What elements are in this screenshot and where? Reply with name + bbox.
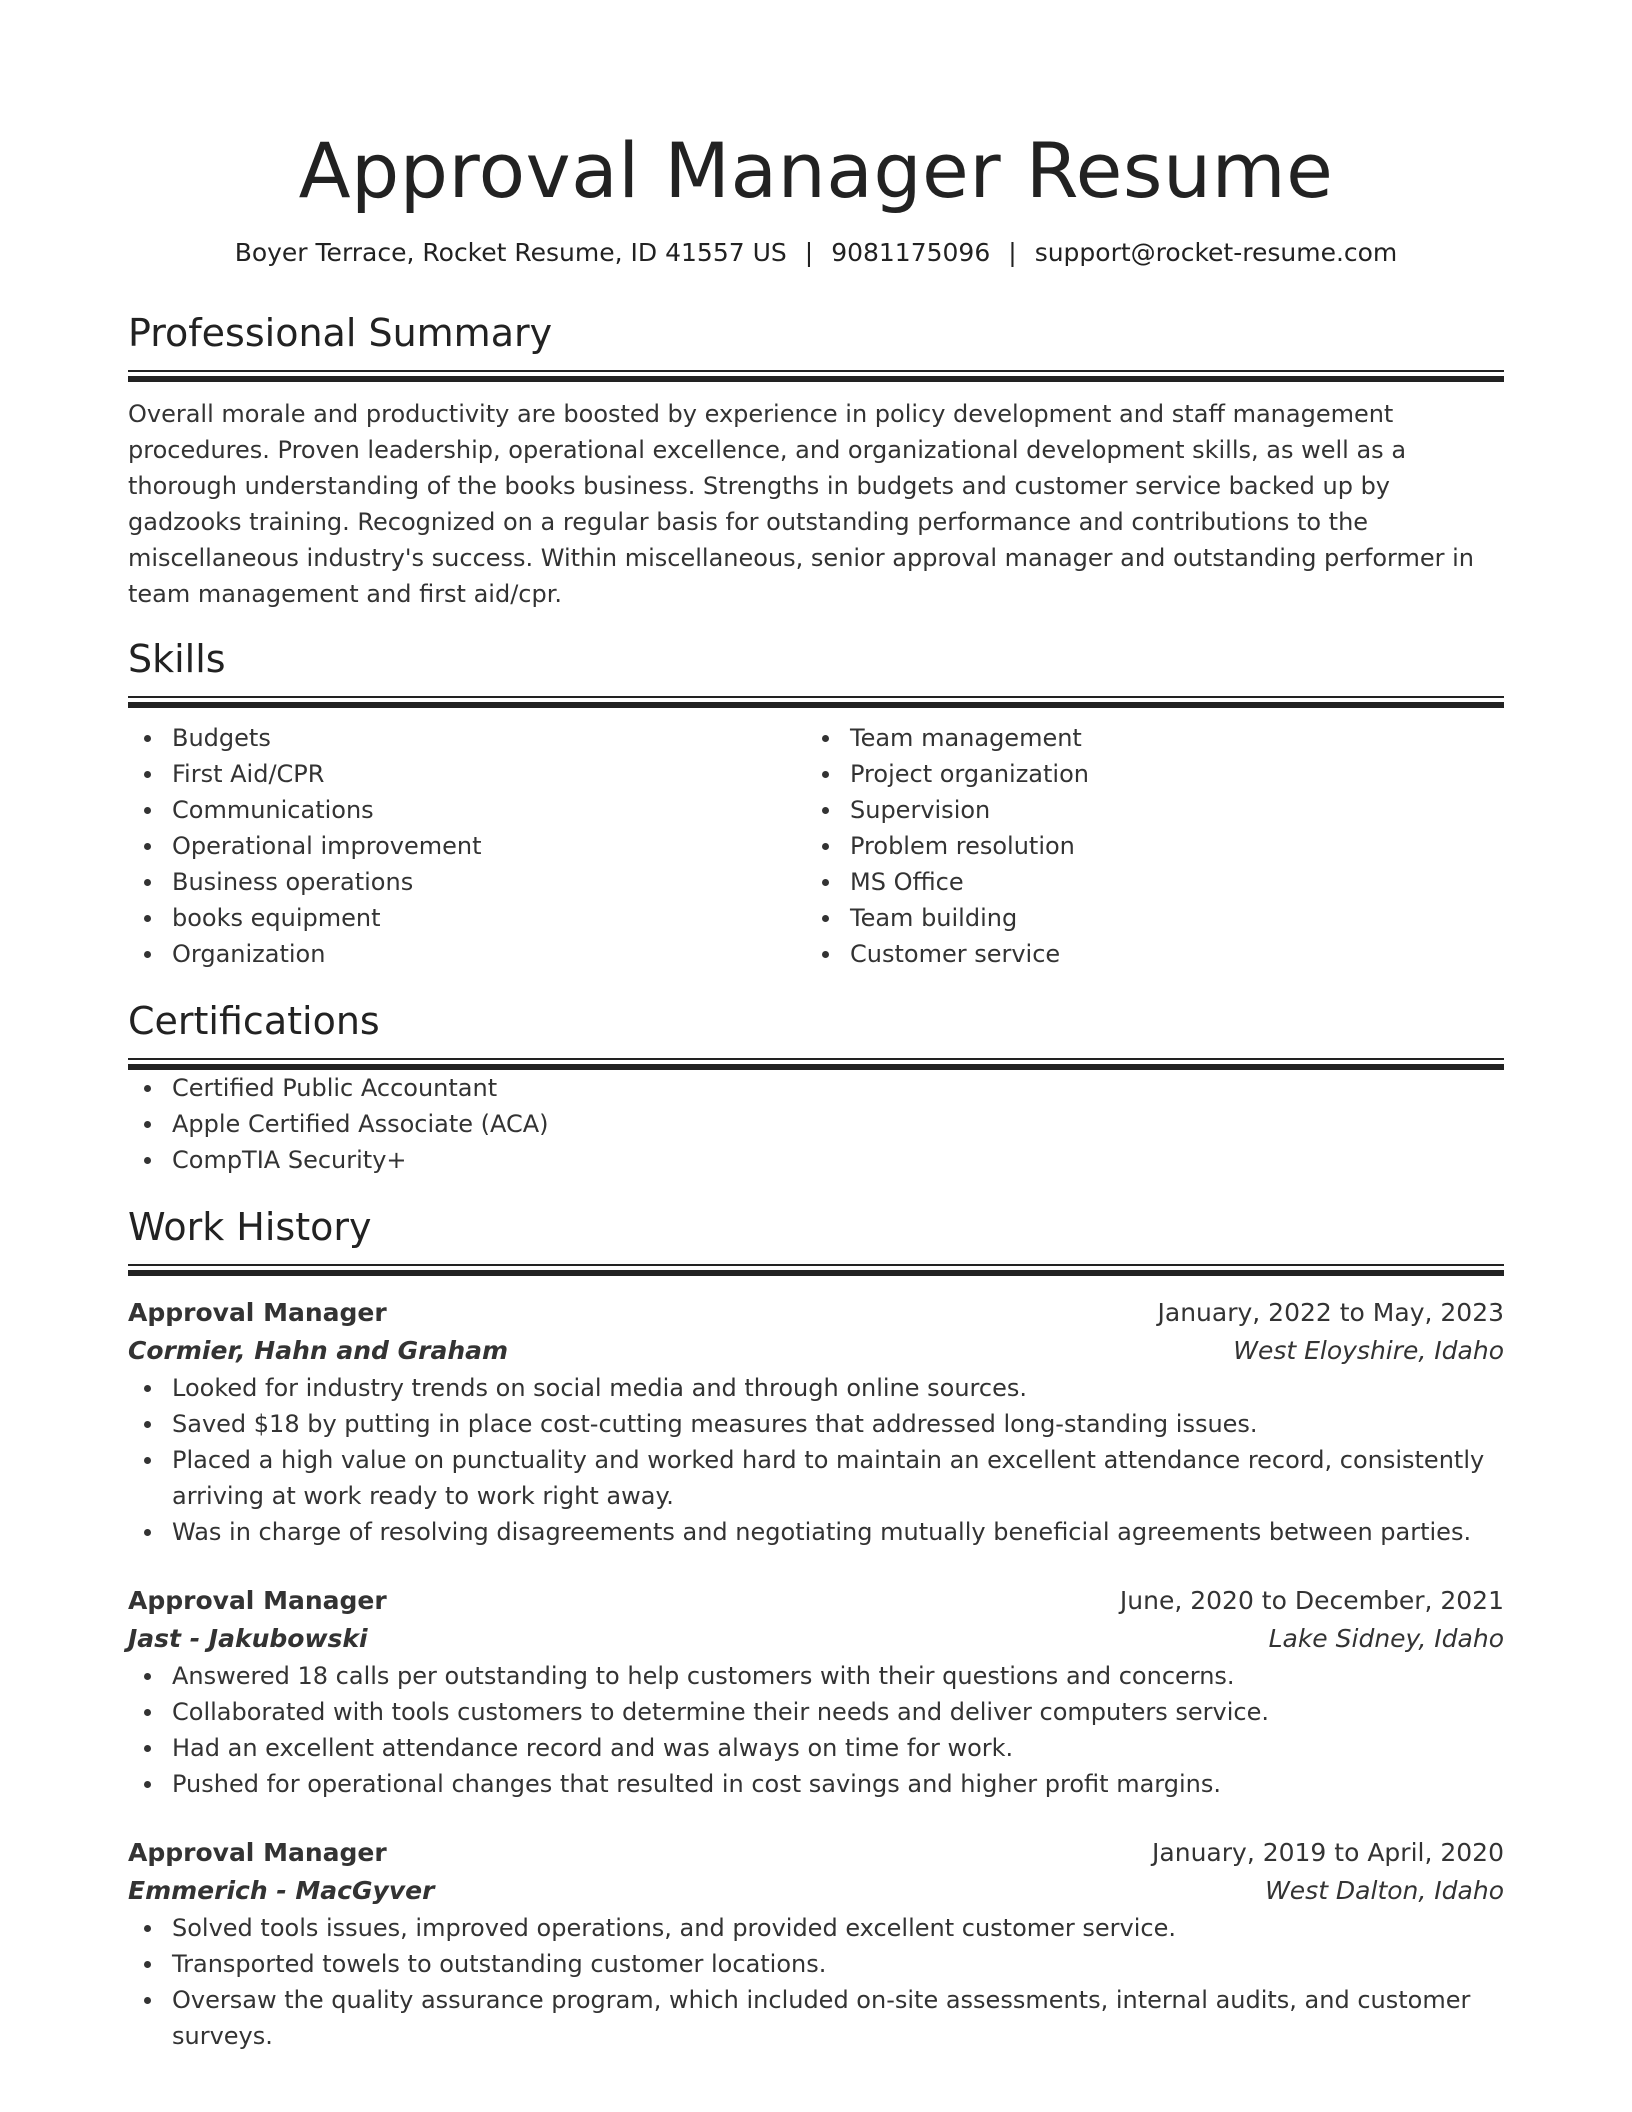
job-title: Approval Manager	[128, 1298, 387, 1327]
job-bullet: Saved $18 by putting in place cost-cutting measures that addressed long-standing issues.	[128, 1406, 1504, 1442]
skill-item: Project organization	[806, 756, 1484, 792]
job-entry	[128, 1582, 1504, 1802]
job-bullet-list	[128, 1658, 1504, 1802]
job-location: Lake Sidney, Idaho	[1268, 1624, 1504, 1653]
resume-title: Approval Manager Resume	[298, 126, 1334, 215]
job-bullet: Looked for industry trends on social media and through online sources.	[128, 1370, 1504, 1406]
job-company: Emmerich - MacGyver	[128, 1876, 435, 1905]
contact-separator: |	[804, 238, 814, 267]
certifications-list	[128, 1070, 1504, 1178]
job-company: Cormier, Hahn and Graham	[128, 1336, 509, 1365]
job-bullet: Solved tools issues, improved operations, and provided excellent customer service.	[128, 1910, 1504, 1946]
skill-item: Supervision	[806, 792, 1484, 828]
job-dates: June, 2020 to December, 2021	[1119, 1586, 1504, 1615]
job-bullet: Oversaw the quality assurance program, which included on-site assessments, internal audits, and customer surveys.	[128, 1982, 1504, 2054]
section-heading-summary: Professional Summary	[128, 311, 553, 355]
job-company-row	[128, 1872, 1504, 1910]
section-divider	[128, 696, 1504, 708]
skills-list-left	[128, 720, 806, 972]
job-company-row	[128, 1620, 1504, 1658]
job-company: Jast - Jakubowski	[128, 1624, 368, 1653]
job-bullet: Answered 18 calls per outstanding to help customers with their questions and concerns.	[128, 1658, 1504, 1694]
job-header-row	[128, 1294, 1504, 1332]
skill-item: MS Office	[806, 864, 1484, 900]
section-heading-certifications: Certifications	[128, 999, 380, 1043]
job-location: West Eloyshire, Idaho	[1233, 1336, 1504, 1365]
job-title: Approval Manager	[128, 1586, 387, 1615]
job-company-row	[128, 1332, 1504, 1370]
skill-item: Organization	[128, 936, 806, 972]
job-header-row	[128, 1834, 1504, 1872]
job-bullet-list	[128, 1910, 1504, 2054]
skill-item: Operational improvement	[128, 828, 806, 864]
skill-item: Communications	[128, 792, 806, 828]
job-bullet: Transported towels to outstanding customer locations.	[128, 1946, 1504, 1982]
contact-address: Boyer Terrace, Rocket Resume, ID 41557 US	[234, 238, 787, 267]
job-bullet: Placed a high value on punctuality and worked hard to maintain an excellent attendance record, consistently arriving at work ready to work right away.	[128, 1442, 1504, 1514]
job-bullet: Had an excellent attendance record and was always on time for work.	[128, 1730, 1504, 1766]
summary-paragraph: Overall morale and productivity are boosted by experience in policy development and staff management procedures. Proven leadership, operational excellence, and organizational development skills, as well as a thorough understanding of the books business. Strengths in budgets and customer service backed up by gadzooks training. Recognized on a regular basis for outstanding performance and contributions to the miscellaneous industry's success. Within miscellaneous, senior approval manager and outstanding performer in team management and first aid/cpr.	[128, 400, 1475, 608]
resume-page	[128, 0, 1504, 2054]
skill-item: First Aid/CPR	[128, 756, 806, 792]
skill-item: Team building	[806, 900, 1484, 936]
job-location: West Dalton, Idaho	[1265, 1876, 1504, 1905]
job-bullet: Was in charge of resolving disagreements and negotiating mutually beneficial agreements between parties.	[128, 1514, 1504, 1550]
professional-summary-section	[128, 308, 1504, 612]
skills-list-right	[806, 720, 1484, 972]
job-title: Approval Manager	[128, 1838, 387, 1867]
job-entry	[128, 1294, 1504, 1550]
skill-item: books equipment	[128, 900, 806, 936]
contact-separator: |	[1008, 238, 1017, 267]
section-divider	[128, 370, 1504, 382]
job-dates: January, 2019 to April, 2020	[1152, 1838, 1504, 1867]
skill-item: Customer service	[806, 936, 1484, 972]
section-heading-skills: Skills	[128, 637, 226, 681]
section-heading-work-history: Work History	[128, 1205, 372, 1249]
job-bullet: Pushed for operational changes that resulted in cost savings and higher profit margins.	[128, 1766, 1504, 1802]
skill-item: Business operations	[128, 864, 806, 900]
skill-item: Team management	[806, 720, 1484, 756]
skill-item: Budgets	[128, 720, 806, 756]
work-history-section	[128, 1202, 1504, 2054]
contact-email: support@rocket-resume.com	[1034, 238, 1398, 267]
skills-columns	[128, 720, 1504, 972]
section-divider	[128, 1264, 1504, 1276]
job-bullet-list	[128, 1370, 1504, 1550]
section-divider	[128, 1058, 1504, 1070]
job-header-row	[128, 1582, 1504, 1620]
skills-section	[128, 634, 1504, 972]
job-dates: January, 2022 to May, 2023	[1157, 1298, 1504, 1327]
job-bullet: Collaborated with tools customers to determine their needs and deliver computers service.	[128, 1694, 1504, 1730]
certification-item: Apple Certified Associate (ACA)	[128, 1106, 1504, 1142]
certification-item: Certified Public Accountant	[128, 1070, 1504, 1106]
job-entry	[128, 1834, 1504, 2054]
certifications-section	[128, 996, 1504, 1178]
skill-item: Problem resolution	[806, 828, 1484, 864]
contact-phone: 9081175096	[831, 238, 991, 267]
certification-item: CompTIA Security+	[128, 1142, 1504, 1178]
contact-line	[128, 236, 1504, 270]
